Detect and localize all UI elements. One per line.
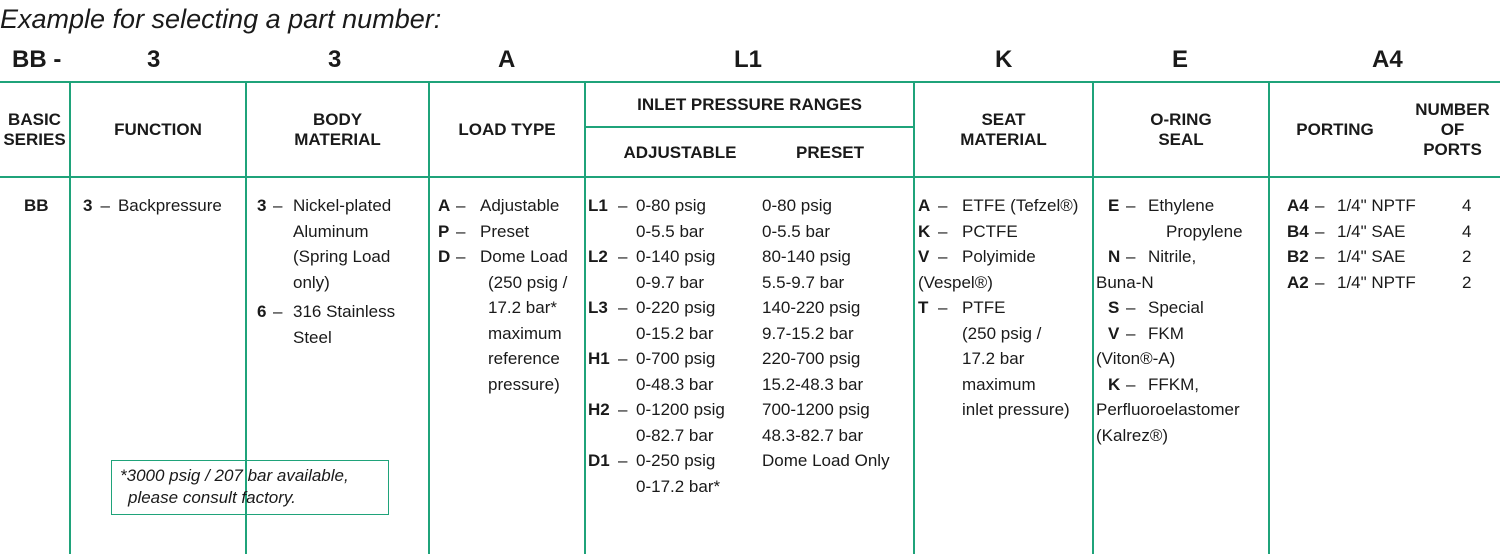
part-number-segment-function: 3: [147, 46, 161, 73]
footnote-line: *3000 psig / 207 bar available,: [120, 466, 349, 485]
header-inlet-pressure: INLET PRESSURE RANGES: [637, 95, 862, 114]
table-top-rule: [0, 81, 1500, 83]
part-number-segment-body: 3: [328, 46, 342, 73]
footnote-line: please consult factory.: [128, 488, 296, 507]
porting-options: A4 – 1/4" NPTF 4 B4 – 1/4" SAE 4 B2 – 1/4" SAE 2 A2 – 1/4" NPTF 2: [1287, 196, 1472, 292]
header-porting: PORTING: [1296, 120, 1374, 139]
header-adjustable: ADJUSTABLE: [623, 143, 737, 162]
basic-series-value: BB: [24, 196, 49, 215]
part-number-segment-series: BB -: [12, 46, 62, 73]
header-preset: PRESET: [795, 143, 865, 162]
part-number-segment-load: A: [498, 46, 516, 73]
oring-seal-options: E – Ethylene Propylene N – Nitrile, Buna-N S – Special V – FKM (Viton®-A) K – FFKM, Perfluoroelastomer (Kalrez®): [1096, 196, 1243, 445]
inlet-pressure-options: L1 – 0-80 psig 0-80 psig 0-5.5 bar 0-5.5 bar L2 – 0-140 psig 80-140 psig 0-9.7 bar 5.5-9.7 bar L3 – 0-220 psig 140-220 psig 0-15.2 bar 9.7-15.2 bar H1 – 0-700 psig 220-700 psig 0-48.3 bar 15.2-48.3 bar H2 – 0-1200 psig 700-1200 psig 0-82.7 bar 48.3-82.7 bar D1 – 0-250 psig Dome Load Only 0-17.2 bar*: [588, 196, 890, 496]
function-option: 3 – Backpressure: [83, 196, 222, 215]
page-title: Example for selecting a part number:: [0, 4, 442, 34]
header-number-of-ports: NUMBER OF PORTS: [1415, 100, 1490, 159]
header-oring-seal: O-RING SEAL: [1150, 110, 1212, 149]
footnote-box: [111, 460, 389, 515]
part-number-segment-seat: K: [995, 46, 1013, 73]
body-material-options: 3 – Nickel-plated Aluminum (Spring Load only) 6 – 316 Stainless Steel: [257, 196, 396, 347]
column-divider: [584, 81, 586, 554]
part-number-segment-oring: E: [1172, 46, 1189, 73]
header-body-material: BODY MATERIAL: [294, 110, 381, 149]
header-load-type: LOAD TYPE: [458, 120, 556, 139]
part-number-segment-inlet: L1: [734, 46, 763, 73]
header-basic-series: BASIC SERIES: [3, 110, 66, 149]
load-type-options: A – Adjustable P – Preset D – Dome Load (250 psig / 17.2 bar* maximum reference pressure): [438, 196, 568, 394]
inlet-sub-rule: [584, 126, 914, 128]
header-bottom-rule: [0, 176, 1500, 178]
seat-material-options: A – ETFE (Tefzel®) K – PCTFE V – Polyimide (Vespel®) T – PTFE (250 psig / 17.2 bar maximum inlet pressure): [918, 196, 1079, 419]
part-number-segment-porting: A4: [1372, 46, 1403, 73]
header-function: FUNCTION: [114, 120, 202, 139]
header-seat-material: SEAT MATERIAL: [960, 110, 1047, 149]
